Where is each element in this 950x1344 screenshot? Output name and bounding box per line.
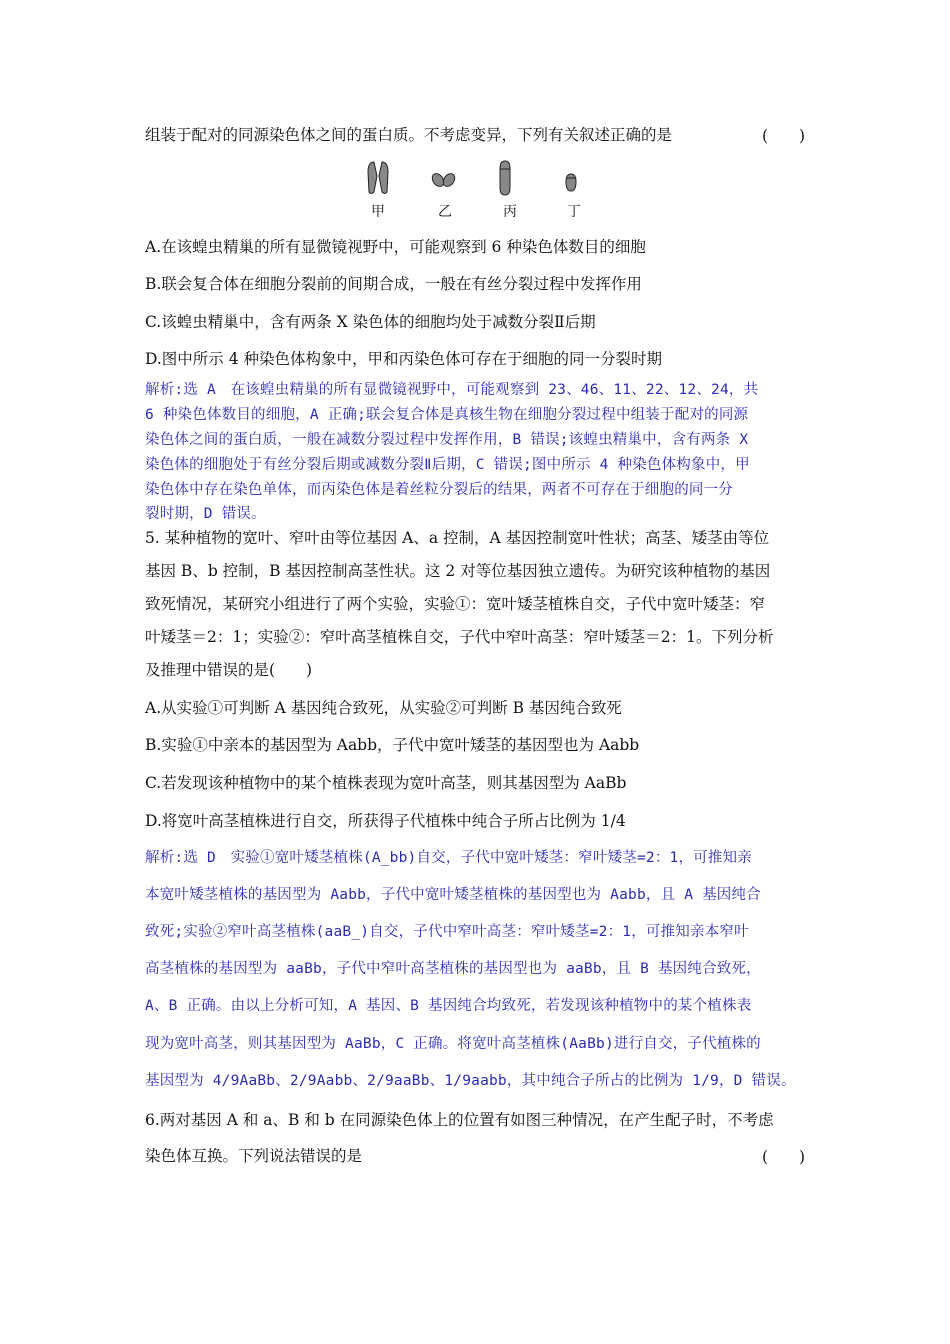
- chromosome-jia: [368, 162, 388, 194]
- q4-analysis-line: 染色体之间的蛋白质，一般在减数分裂过程中发挥作用，B 错误;该蝗虫精巢中，含有两条 X: [145, 432, 749, 448]
- q5-stem-line: 致死情况，某研究小组进行了两个实验，实验①：宽叶矮茎植株自交，子代中宽叶矮茎：窄: [145, 595, 766, 613]
- q5-analysis-line: 高茎植株的基因型为 aaBb，子代中窄叶高茎植株的基因型也为 aaBb，且 B 基因纯合致死，: [145, 961, 761, 977]
- figure-label-jia: 甲: [371, 204, 385, 220]
- chromosome-figure: [355, 158, 595, 224]
- q5-option-d: D.将宽叶高茎植株进行自交，所获得子代植株中纯合子所占比例为 1/4: [145, 812, 626, 830]
- q4-analysis-line: 解析:选 A 在该蝗虫精巢的所有显微镜视野中，可能观察到 23、46、11、22、12、24，共: [145, 382, 759, 398]
- q5-option-c: C.若发现该种植物中的某个植株表现为宽叶高茎，则其基因型为 AaBb: [145, 774, 627, 792]
- q4-stem-tail: 组装于配对的同源染色体之间的蛋白质。不考虑变异，下列有关叙述正确的是: [145, 126, 673, 144]
- q5-analysis-line: A、B 正确。由以上分析可知，A 基因、B 基因纯合均致死，若发现该种植物中的某个植株表: [145, 998, 752, 1014]
- q5-stem-line: 及推理中错误的是( ): [145, 661, 313, 679]
- q5-analysis-line: 本宽叶矮茎植株的基因型为 Aabb，子代中宽叶矮茎植株的基因型也为 Aabb，且 A 基因纯合: [145, 887, 761, 903]
- q5-option-b: B.实验①中亲本的基因型为 Aabb，子代中宽叶矮茎的基因型也为 Aabb: [145, 736, 640, 754]
- chromosome-ding: [566, 174, 576, 191]
- chromosome-bing: [500, 161, 510, 195]
- q6-stem-line: 染色体互换。下列说法错误的是: [145, 1147, 363, 1165]
- q5-analysis-line: 致死;实验②窄叶高茎植株(aaB_)自交，子代中窄叶高茎：窄叶矮茎=2：1，可推知亲本窄叶: [145, 924, 749, 940]
- q4-analysis-line: 染色体的细胞处于有丝分裂后期或减数分裂Ⅱ后期，C 错误;图中所示 4 种染色体构象中，甲: [145, 457, 750, 473]
- q5-option-a: A.从实验①可判断 A 基因纯合致死，从实验②可判断 B 基因纯合致死: [145, 699, 622, 717]
- figure-label-yi: 乙: [438, 204, 452, 220]
- q4-option-d: D.图中所示 4 种染色体构象中，甲和丙染色体可存在于细胞的同一分裂时期: [145, 350, 663, 368]
- figure-label-ding: 丁: [567, 204, 581, 220]
- q5-analysis-line: 基因型为 4/9AaBb、2/9Aabb、2/9aaBb、1/9aabb，其中纯合子所占的比例为 1/9，D 错误。: [145, 1073, 796, 1089]
- chromosome-yi: [430, 171, 457, 188]
- q4-analysis-line: 染色体中存在染色单体，而丙染色体是着丝粒分裂后的结果，两者不可存在于细胞的同一分: [145, 482, 733, 498]
- q4-option-c: C.该蝗虫精巢中，含有两条 X 染色体的细胞均处于减数分裂Ⅱ后期: [145, 313, 596, 331]
- q6-answer-bracket: ( ): [762, 1148, 806, 1166]
- q5-analysis-line: 解析:选 D 实验①宽叶矮茎植株(A_bb)自交，子代中宽叶矮茎：窄叶矮茎=2：1，可推知亲: [145, 850, 752, 866]
- q5-stem-line: 5. 某种植物的宽叶、窄叶由等位基因 A、a 控制，A 基因控制宽叶性状；高茎、矮茎由等位: [145, 529, 770, 547]
- q5-stem-line: 基因 B、b 控制，B 基因控制高茎性状。这 2 对等位基因独立遗传。为研究该种植物的基因: [145, 562, 771, 580]
- q4-analysis-line: 6 种染色体数目的细胞，A 正确;联会复合体是真核生物在细胞分裂过程中组装于配对的同源: [145, 407, 749, 423]
- figure-label-bing: 丙: [503, 204, 517, 220]
- q4-option-b: B.联会复合体在细胞分裂前的间期合成，一般在有丝分裂过程中发挥作用: [145, 275, 642, 293]
- q5-stem-line: 叶矮茎＝2：1；实验②：窄叶高茎植株自交，子代中窄叶高茎：窄叶矮茎＝2：1。下列分析: [145, 628, 774, 646]
- q6-stem-line: 6.两对基因 A 和 a、B 和 b 在同源染色体上的位置有如图三种情况，在产生配子时，不考虑: [145, 1111, 774, 1129]
- q4-analysis-line: 裂时期，D 错误。: [145, 506, 266, 522]
- chromosome-drawing: [355, 158, 595, 198]
- q4-option-a: A.在该蝗虫精巢的所有显微镜视野中，可能观察到 6 种染色体数目的细胞: [145, 238, 646, 256]
- q4-answer-bracket: ( ): [762, 127, 806, 145]
- q5-analysis-line: 现为宽叶高茎，则其基因型为 AaBb，C 正确。将宽叶高茎植株(AaBb)进行自交，子代植株的: [145, 1036, 761, 1052]
